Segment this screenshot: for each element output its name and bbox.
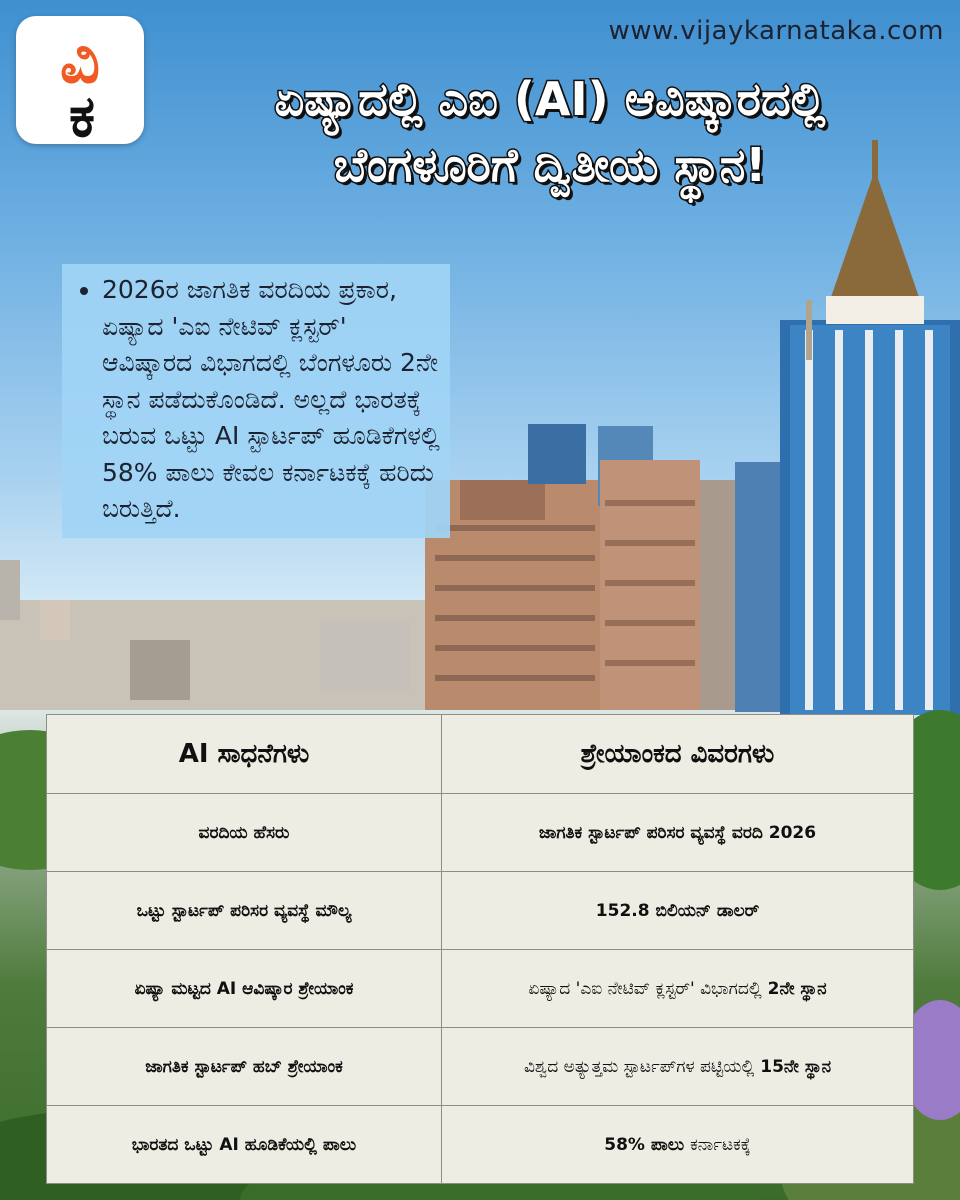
row-value-emphasis: 2ನೇ ಸ್ಥಾನ — [767, 978, 827, 999]
table-header-row — [47, 715, 914, 794]
logo-glyph-bottom: ಕ — [68, 82, 96, 144]
row-label: ಭಾರತದ ಒಟ್ಟು AI ಹೂಡಿಕೆಯಲ್ಲಿ ಪಾಲು — [47, 1106, 442, 1184]
column-header-details: ಶ್ರೇಯಾಂಕದ ವಿವರಗಳು — [442, 715, 914, 794]
row-value — [442, 950, 914, 1028]
table-row — [47, 950, 914, 1028]
row-value-emphasis: 15ನೇ ಸ್ಥಾನ — [760, 1056, 832, 1077]
ranking-table — [46, 714, 914, 1184]
row-value-text: ಏಷ್ಯಾದ 'ಎಐ ನೇಟಿವ್ ಕ್ಲಸ್ಟರ್' ವಿಭಾಗದಲ್ಲಿ — [528, 978, 762, 999]
summary-bullet: • 2026ರ ಜಾಗತಿಕ ವರದಿಯ ಪ್ರಕಾರ, ಏಷ್ಯಾದ 'ಎಐ ನೇಟಿವ್ ಕ್ಲಸ್ಟರ್' ಆವಿಷ್ಕಾರದ ವಿಭಾಗದಲ್ಲಿ ಬೆಂಗಳೂರು 2ನೇ ಸ್ಥಾನ ಪಡೆದುಕೊಂಡಿದೆ. ಅಲ್ಲದೆ ಭಾರತಕ್ಕೆ ಬರುವ ಒಟ್ಟು AI ಸ್ಟಾರ್ಟಪ್ ಹೂಡಿಕೆಗಳಲ್ಲಿ 58% ಪಾಲು ಕೇವಲ ಕರ್ನಾಟಕಕ್ಕೆ ಹರಿದು ಬರುತ್ತಿದೆ. — [102, 272, 440, 528]
row-value — [442, 1028, 914, 1106]
row-value-text: ಕರ್ನಾಟಕಕ್ಕೆ — [690, 1134, 751, 1155]
row-label: ಏಷ್ಯಾ ಮಟ್ಟದ AI ಆವಿಷ್ಕಾರ ಶ್ರೇಯಾಂಕ — [47, 950, 442, 1028]
vijay-karnataka-logo — [16, 16, 144, 144]
table-row — [47, 1028, 914, 1106]
table-row — [47, 872, 914, 950]
summary-list — [74, 272, 440, 528]
row-value: 152.8 ಬಿಲಿಯನ್ ಡಾಲರ್ — [442, 872, 914, 950]
logo-glyph-top: ವಿ — [60, 24, 100, 97]
headline-line-1: ಏಷ್ಯಾದಲ್ಲಿ ಎಐ (AI) ಆವಿಷ್ಕಾರದಲ್ಲಿ — [274, 72, 826, 126]
table-row — [47, 794, 914, 872]
site-url: www.vijaykarnataka.com — [608, 16, 944, 46]
row-label: ಜಾಗತಿಕ ಸ್ಟಾರ್ಟಪ್ ಹಬ್ ಶ್ರೇಯಾಂಕ — [47, 1028, 442, 1106]
row-value-text: ವಿಶ್ವದ ಅತ್ಯುತ್ತಮ ಸ್ಟಾರ್ಟಪ್‌ಗಳ ಪಟ್ಟಿಯಲ್ಲಿ — [523, 1056, 755, 1077]
logo-glyph — [16, 16, 144, 144]
summary-note — [62, 264, 450, 538]
row-value-emphasis: 58% ಪಾಲು — [604, 1134, 685, 1155]
row-label: ವರದಿಯ ಹೆಸರು — [47, 794, 442, 872]
row-value — [442, 1106, 914, 1184]
row-label: ಒಟ್ಟು ಸ್ಟಾರ್ಟಪ್ ಪರಿಸರ ವ್ಯವಸ್ಥೆ ಮೌಲ್ಯ — [47, 872, 442, 950]
column-header-achievements: AI ಸಾಧನೆಗಳು — [47, 715, 442, 794]
row-value: ಜಾಗತಿಕ ಸ್ಟಾರ್ಟಪ್ ಪರಿಸರ ವ್ಯವಸ್ಥೆ ವರದಿ 2026 — [442, 794, 914, 872]
table-row — [47, 1106, 914, 1184]
headline-line-2: ಬೆಂಗಳೂರಿಗೆ ದ್ವಿತೀಯ ಸ್ಥಾನ! — [333, 138, 767, 192]
